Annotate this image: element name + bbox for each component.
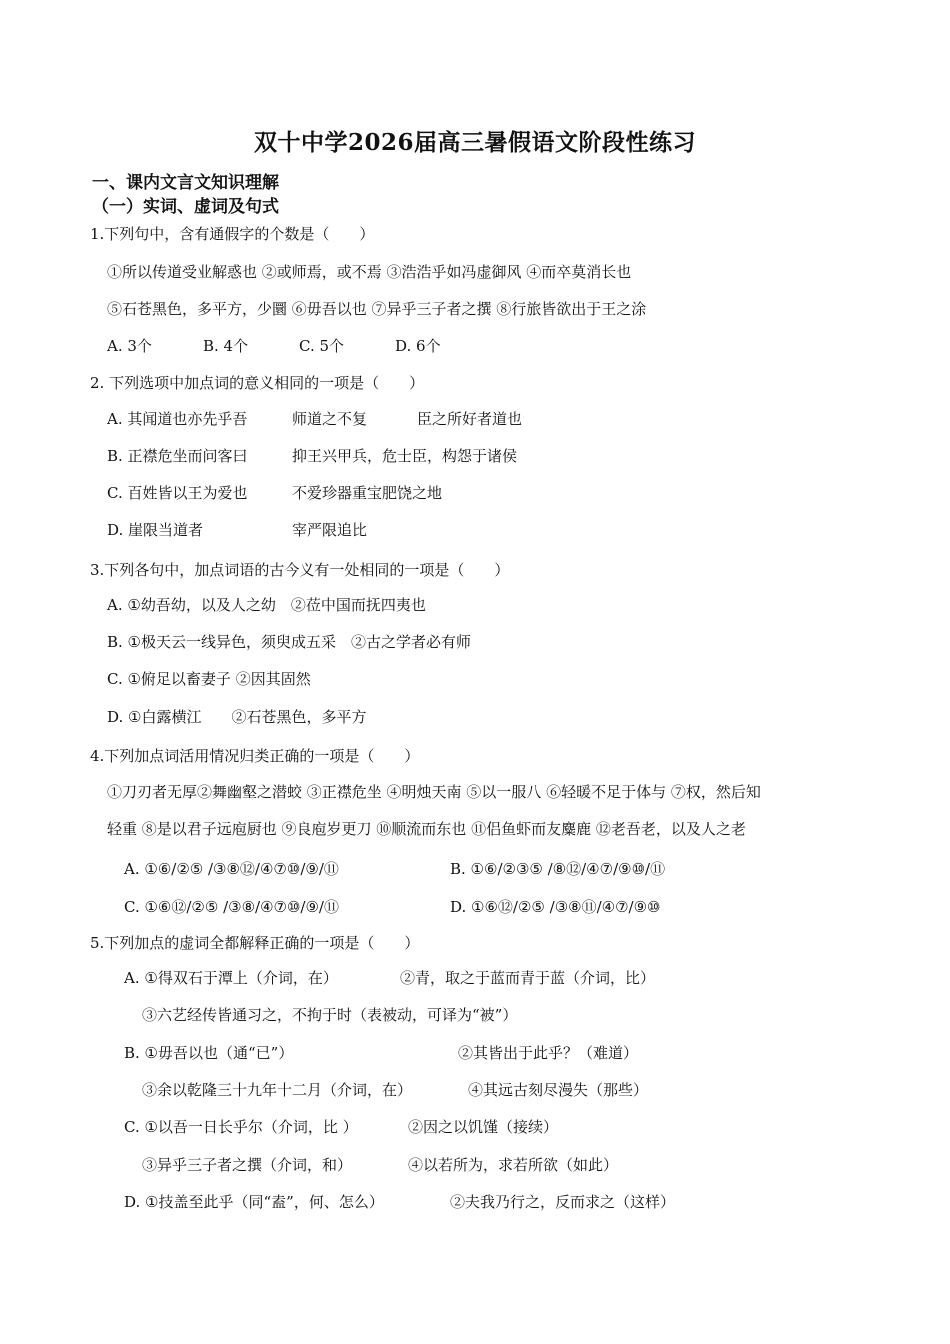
option-c: C. 5个 xyxy=(299,337,345,355)
option-d: D. 6个 xyxy=(395,337,441,355)
option-a: A. 3个 xyxy=(107,337,152,355)
question-1-line-1: ①所以传道受业解惑也 ②或师焉，或不焉 ③浩浩乎如冯虚御风 ④而卒莫消长也 xyxy=(107,263,632,281)
option-b: B. 4个 xyxy=(203,337,249,355)
option-c-item-3: ③异乎三子者之撰（介词，和） xyxy=(142,1156,353,1174)
section-heading: 一、课内文言文知识理解 xyxy=(92,173,279,193)
question-4-stem: 4.下列加点词活用情况归类正确的一项是（ ） xyxy=(90,747,420,765)
question-5-option-a-row-2: ③六艺经传皆通习之，不拘于时（表被动，可译为“被”） xyxy=(142,1006,518,1024)
subsection-heading: （一）实词、虚词及句式 xyxy=(92,197,279,217)
question-4-line-2: 轻重 ⑧是以君子远庖厨也 ⑨良庖岁更刀 ⑩顺流而东也 ⑪侣鱼虾而友麋鹿 ⑫老吾老，以及人之老 xyxy=(107,820,746,838)
question-3-option-d: D. ①白露横江 ②石苍黑色，多平方 xyxy=(107,708,367,726)
question-2-option-c xyxy=(107,483,442,503)
document-title: 双十中学2026届高三暑假语文阶段性练习 xyxy=(253,129,696,156)
option-b-item-3: ③余以乾隆三十九年十二月（介词，在） xyxy=(142,1081,413,1099)
question-4-line-1: ①刀刃者无厚②舞幽壑之潜蛟 ③正襟危坐 ④明烛天南 ⑤以一服八 ⑥轻暖不足于体与 ⑦权，然后知 xyxy=(107,783,761,801)
question-3-option-a: A. ①幼吾幼，以及人之幼 ②莅中国而抚四夷也 xyxy=(107,596,426,614)
question-3-stem: 3.下列各句中，加点词语的古今义有一处相同的一项是（ ） xyxy=(90,561,510,579)
option-a: A. ①⑥/②⑤ /③⑧⑫/④⑦⑩/⑨/⑪ xyxy=(124,860,339,878)
question-2-option-a xyxy=(107,409,522,429)
option-c-part-1: C. 百姓皆以王为爱也 xyxy=(107,484,248,502)
question-1-options xyxy=(107,336,491,356)
option-d-item-1: D. ①技盖至此乎（同“盍”，何、怎么） xyxy=(124,1193,384,1211)
question-2-option-b xyxy=(107,446,517,466)
question-2-stem: 2. 下列选项中加点词的意义相同的一项是（ ） xyxy=(90,374,425,392)
option-b-part-2: 抑王兴甲兵，危士臣，构怨于诸侯 xyxy=(292,447,518,465)
question-4-options-ab xyxy=(124,859,665,879)
question-2-option-d xyxy=(107,520,367,540)
option-b-part-1: B. 正襟危坐而问客曰 xyxy=(107,447,248,465)
question-3-option-c: C. ①俯足以畜妻子 ②因其固然 xyxy=(107,670,311,688)
option-b-item-1: B. ①毋吾以也（通“已”） xyxy=(124,1044,294,1062)
option-a-item-2: ②青，取之于蓝而青于蓝（介词，比） xyxy=(400,969,656,987)
option-b-item-4: ④其远古刻尽漫失（那些） xyxy=(468,1081,649,1099)
question-3-option-b: B. ①极天云一线异色，须臾成五采 ②古之学者必有师 xyxy=(107,633,472,651)
question-5-stem: 5.下列加点的虚词全都解释正确的一项是（ ） xyxy=(90,934,420,952)
question-1-line-2: ⑤石苍黑色，多平方，少圜 ⑥毋吾以也 ⑦异乎三子者之撰 ⑧行旅皆欲出于王之涂 xyxy=(107,300,647,318)
option-b-item-2: ②其皆出于此乎？（难道） xyxy=(458,1044,639,1062)
option-a-part-3: 臣之所好者道也 xyxy=(417,410,523,428)
option-d: D. ①⑥⑫/②⑤ /③⑧⑪/④⑦/⑨⑩ xyxy=(450,898,661,916)
question-4-options-cd xyxy=(124,897,660,917)
option-c-item-4: ④以若所为，求若所欲（如此） xyxy=(408,1156,619,1174)
option-a-part-2: 师道之不复 xyxy=(292,410,368,428)
question-5-option-c-row-1 xyxy=(124,1117,558,1137)
option-d-item-2: ②夫我乃行之，反而求之（这样） xyxy=(450,1193,676,1211)
question-5-option-b-row-1 xyxy=(124,1043,638,1063)
option-c-item-1: C. ①以吾一日长乎尔（介词，比 ） xyxy=(124,1118,358,1136)
question-5-option-b-row-2 xyxy=(142,1080,648,1100)
question-1-stem: 1.下列句中，含有通假字的个数是（ ） xyxy=(90,225,375,243)
question-5-option-c-row-2 xyxy=(142,1155,618,1175)
option-d-part-1: D. 崖限当道者 xyxy=(107,521,204,539)
option-c: C. ①⑥⑫/②⑤ /③⑧/④⑦⑩/⑨/⑪ xyxy=(124,898,339,916)
option-c-item-2: ②因之以饥馑（接续） xyxy=(408,1118,559,1136)
option-c-part-2: 不爱珍器重宝肥饶之地 xyxy=(292,484,443,502)
option-a-item-1: A. ①得双石于潭上（介词，在） xyxy=(124,969,338,987)
option-a-part-1: A. 其闻道也亦先乎吾 xyxy=(107,410,248,428)
question-5-option-d-row-1 xyxy=(124,1192,675,1212)
option-b: B. ①⑥/②③⑤ /⑧⑫/④⑦/⑨⑩/⑪ xyxy=(450,860,666,878)
question-5-option-a-row-1 xyxy=(124,968,655,988)
option-d-part-2: 宰严限追比 xyxy=(292,521,368,539)
